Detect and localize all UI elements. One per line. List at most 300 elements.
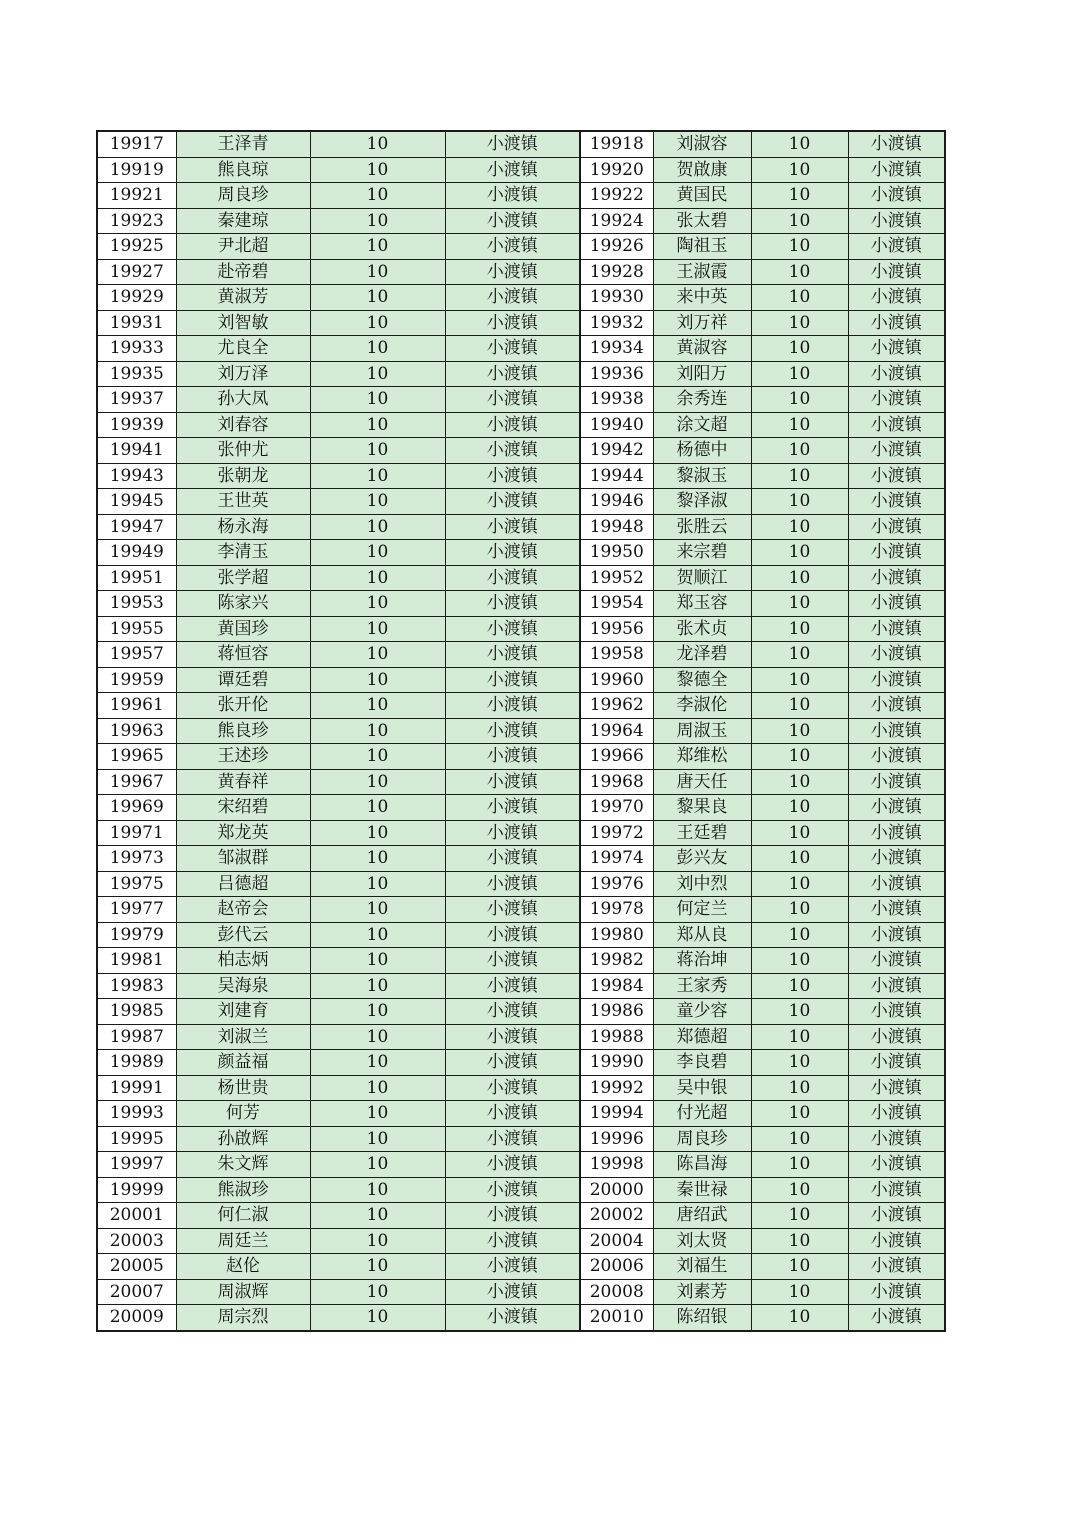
left-value-cell: 10 [310, 438, 445, 464]
right-value-cell: 10 [751, 565, 848, 591]
right-value-cell: 10 [751, 387, 848, 413]
right-town-cell: 小渡镇 [848, 769, 945, 795]
left-id-cell: 19949 [97, 540, 176, 566]
right-id-cell: 19990 [580, 1050, 653, 1076]
left-name-cell: 熊良琼 [176, 157, 310, 183]
left-town-cell: 小渡镇 [445, 259, 580, 285]
right-name-cell: 刘中烈 [653, 871, 751, 897]
table-row [97, 157, 945, 183]
left-town-cell: 小渡镇 [445, 846, 580, 872]
right-value-cell: 10 [751, 208, 848, 234]
left-name-cell: 刘春容 [176, 412, 310, 438]
right-town-cell: 小渡镇 [848, 1203, 945, 1229]
right-town-cell: 小渡镇 [848, 795, 945, 821]
right-id-cell: 19954 [580, 591, 653, 617]
right-town-cell: 小渡镇 [848, 922, 945, 948]
left-town-cell: 小渡镇 [445, 1101, 580, 1127]
right-town-cell: 小渡镇 [848, 361, 945, 387]
left-town-cell: 小渡镇 [445, 1228, 580, 1254]
left-id-cell: 19959 [97, 667, 176, 693]
right-value-cell: 10 [751, 973, 848, 999]
left-value-cell: 10 [310, 131, 445, 157]
right-value-cell: 10 [751, 336, 848, 362]
right-id-cell: 19942 [580, 438, 653, 464]
right-town-cell: 小渡镇 [848, 642, 945, 668]
table-row [97, 310, 945, 336]
right-value-cell: 10 [751, 846, 848, 872]
right-id-cell: 20004 [580, 1228, 653, 1254]
right-name-cell: 黎德全 [653, 667, 751, 693]
left-id-cell: 20005 [97, 1254, 176, 1280]
left-town-cell: 小渡镇 [445, 769, 580, 795]
left-id-cell: 19977 [97, 897, 176, 923]
left-name-cell: 何芳 [176, 1101, 310, 1127]
left-id-cell: 19999 [97, 1177, 176, 1203]
left-id-cell: 19963 [97, 718, 176, 744]
right-value-cell: 10 [751, 769, 848, 795]
right-id-cell: 20010 [580, 1305, 653, 1331]
left-value-cell: 10 [310, 157, 445, 183]
left-name-cell: 宋绍碧 [176, 795, 310, 821]
left-id-cell: 19989 [97, 1050, 176, 1076]
right-town-cell: 小渡镇 [848, 412, 945, 438]
right-name-cell: 贺顺江 [653, 565, 751, 591]
left-town-cell: 小渡镇 [445, 1050, 580, 1076]
left-name-cell: 黄国珍 [176, 616, 310, 642]
right-town-cell: 小渡镇 [848, 1177, 945, 1203]
right-name-cell: 蒋治坤 [653, 948, 751, 974]
right-name-cell: 刘太贤 [653, 1228, 751, 1254]
left-town-cell: 小渡镇 [445, 744, 580, 770]
left-name-cell: 赴帝碧 [176, 259, 310, 285]
table-row [97, 565, 945, 591]
left-name-cell: 刘智敏 [176, 310, 310, 336]
left-id-cell: 19979 [97, 922, 176, 948]
left-id-cell: 19971 [97, 820, 176, 846]
left-id-cell: 19917 [97, 131, 176, 157]
left-name-cell: 刘淑兰 [176, 1024, 310, 1050]
table-row [97, 131, 945, 157]
right-value-cell: 10 [751, 1279, 848, 1305]
right-value-cell: 10 [751, 412, 848, 438]
right-value-cell: 10 [751, 310, 848, 336]
right-town-cell: 小渡镇 [848, 1279, 945, 1305]
right-town-cell: 小渡镇 [848, 1024, 945, 1050]
left-town-cell: 小渡镇 [445, 1075, 580, 1101]
left-value-cell: 10 [310, 642, 445, 668]
right-name-cell: 张太碧 [653, 208, 751, 234]
table-row [97, 1152, 945, 1178]
table-row [97, 973, 945, 999]
right-value-cell: 10 [751, 489, 848, 515]
right-town-cell: 小渡镇 [848, 1126, 945, 1152]
left-town-cell: 小渡镇 [445, 438, 580, 464]
right-id-cell: 19962 [580, 693, 653, 719]
table-row [97, 718, 945, 744]
left-value-cell: 10 [310, 922, 445, 948]
table-row [97, 667, 945, 693]
left-value-cell: 10 [310, 1152, 445, 1178]
left-town-cell: 小渡镇 [445, 922, 580, 948]
left-name-cell: 黄春祥 [176, 769, 310, 795]
left-town-cell: 小渡镇 [445, 693, 580, 719]
right-value-cell: 10 [751, 1126, 848, 1152]
left-value-cell: 10 [310, 234, 445, 260]
left-id-cell: 19995 [97, 1126, 176, 1152]
right-town-cell: 小渡镇 [848, 1050, 945, 1076]
left-value-cell: 10 [310, 1228, 445, 1254]
left-name-cell: 刘万泽 [176, 361, 310, 387]
left-id-cell: 20009 [97, 1305, 176, 1331]
right-value-cell: 10 [751, 820, 848, 846]
right-value-cell: 10 [751, 1075, 848, 1101]
left-town-cell: 小渡镇 [445, 999, 580, 1025]
right-name-cell: 王家秀 [653, 973, 751, 999]
left-name-cell: 秦建琼 [176, 208, 310, 234]
right-value-cell: 10 [751, 438, 848, 464]
left-name-cell: 陈家兴 [176, 591, 310, 617]
left-value-cell: 10 [310, 412, 445, 438]
left-id-cell: 19967 [97, 769, 176, 795]
table-row [97, 1024, 945, 1050]
left-name-cell: 李清玉 [176, 540, 310, 566]
left-id-cell: 19937 [97, 387, 176, 413]
left-value-cell: 10 [310, 336, 445, 362]
left-name-cell: 周廷兰 [176, 1228, 310, 1254]
right-name-cell: 龙泽碧 [653, 642, 751, 668]
left-town-cell: 小渡镇 [445, 948, 580, 974]
left-id-cell: 20003 [97, 1228, 176, 1254]
left-value-cell: 10 [310, 183, 445, 209]
left-town-cell: 小渡镇 [445, 234, 580, 260]
left-town-cell: 小渡镇 [445, 718, 580, 744]
right-name-cell: 来宗碧 [653, 540, 751, 566]
right-name-cell: 余秀连 [653, 387, 751, 413]
left-value-cell: 10 [310, 1279, 445, 1305]
table-row [97, 208, 945, 234]
right-town-cell: 小渡镇 [848, 948, 945, 974]
right-value-cell: 10 [751, 1228, 848, 1254]
right-value-cell: 10 [751, 131, 848, 157]
right-name-cell: 周淑玉 [653, 718, 751, 744]
left-value-cell: 10 [310, 489, 445, 515]
left-name-cell: 赵伦 [176, 1254, 310, 1280]
left-value-cell: 10 [310, 897, 445, 923]
right-town-cell: 小渡镇 [848, 387, 945, 413]
right-id-cell: 20008 [580, 1279, 653, 1305]
left-town-cell: 小渡镇 [445, 183, 580, 209]
left-id-cell: 19987 [97, 1024, 176, 1050]
right-name-cell: 付光超 [653, 1101, 751, 1127]
left-value-cell: 10 [310, 999, 445, 1025]
right-town-cell: 小渡镇 [848, 565, 945, 591]
right-name-cell: 张胜云 [653, 514, 751, 540]
right-name-cell: 来中英 [653, 285, 751, 311]
left-id-cell: 19923 [97, 208, 176, 234]
left-id-cell: 19965 [97, 744, 176, 770]
left-town-cell: 小渡镇 [445, 336, 580, 362]
right-value-cell: 10 [751, 183, 848, 209]
left-town-cell: 小渡镇 [445, 591, 580, 617]
left-value-cell: 10 [310, 387, 445, 413]
right-value-cell: 10 [751, 514, 848, 540]
left-value-cell: 10 [310, 948, 445, 974]
right-id-cell: 20002 [580, 1203, 653, 1229]
table-row [97, 183, 945, 209]
right-value-cell: 10 [751, 1254, 848, 1280]
left-id-cell: 19955 [97, 616, 176, 642]
right-id-cell: 19952 [580, 565, 653, 591]
right-value-cell: 10 [751, 667, 848, 693]
right-town-cell: 小渡镇 [848, 973, 945, 999]
right-name-cell: 王淑霞 [653, 259, 751, 285]
left-name-cell: 熊良珍 [176, 718, 310, 744]
left-id-cell: 19939 [97, 412, 176, 438]
right-id-cell: 19960 [580, 667, 653, 693]
left-value-cell: 10 [310, 208, 445, 234]
left-town-cell: 小渡镇 [445, 157, 580, 183]
right-value-cell: 10 [751, 157, 848, 183]
right-value-cell: 10 [751, 1101, 848, 1127]
left-town-cell: 小渡镇 [445, 310, 580, 336]
right-town-cell: 小渡镇 [848, 616, 945, 642]
right-id-cell: 19970 [580, 795, 653, 821]
right-id-cell: 19994 [580, 1101, 653, 1127]
right-id-cell: 20006 [580, 1254, 653, 1280]
left-name-cell: 张朝龙 [176, 463, 310, 489]
right-value-cell: 10 [751, 1305, 848, 1331]
right-town-cell: 小渡镇 [848, 897, 945, 923]
left-town-cell: 小渡镇 [445, 361, 580, 387]
left-town-cell: 小渡镇 [445, 387, 580, 413]
left-id-cell: 19991 [97, 1075, 176, 1101]
left-town-cell: 小渡镇 [445, 642, 580, 668]
right-id-cell: 19996 [580, 1126, 653, 1152]
right-id-cell: 19932 [580, 310, 653, 336]
left-town-cell: 小渡镇 [445, 1152, 580, 1178]
right-value-cell: 10 [751, 948, 848, 974]
left-name-cell: 赵帝会 [176, 897, 310, 923]
left-id-cell: 19957 [97, 642, 176, 668]
table-row [97, 259, 945, 285]
left-value-cell: 10 [310, 973, 445, 999]
left-value-cell: 10 [310, 1203, 445, 1229]
left-town-cell: 小渡镇 [445, 871, 580, 897]
right-town-cell: 小渡镇 [848, 846, 945, 872]
table-row [97, 412, 945, 438]
left-town-cell: 小渡镇 [445, 667, 580, 693]
right-id-cell: 19926 [580, 234, 653, 260]
right-id-cell: 19974 [580, 846, 653, 872]
left-name-cell: 吴海泉 [176, 973, 310, 999]
left-id-cell: 19927 [97, 259, 176, 285]
right-town-cell: 小渡镇 [848, 1152, 945, 1178]
right-value-cell: 10 [751, 361, 848, 387]
right-value-cell: 10 [751, 795, 848, 821]
right-town-cell: 小渡镇 [848, 999, 945, 1025]
right-town-cell: 小渡镇 [848, 259, 945, 285]
right-value-cell: 10 [751, 463, 848, 489]
left-name-cell: 熊淑珍 [176, 1177, 310, 1203]
left-name-cell: 孙大凤 [176, 387, 310, 413]
right-town-cell: 小渡镇 [848, 183, 945, 209]
table-body [97, 131, 945, 1331]
left-value-cell: 10 [310, 667, 445, 693]
table-row [97, 336, 945, 362]
left-id-cell: 19983 [97, 973, 176, 999]
right-value-cell: 10 [751, 1177, 848, 1203]
right-name-cell: 周良珍 [653, 1126, 751, 1152]
right-name-cell: 李良碧 [653, 1050, 751, 1076]
right-name-cell: 唐绍武 [653, 1203, 751, 1229]
right-value-cell: 10 [751, 897, 848, 923]
table-row [97, 795, 945, 821]
right-id-cell: 19972 [580, 820, 653, 846]
right-name-cell: 黄淑容 [653, 336, 751, 362]
left-name-cell: 孙啟辉 [176, 1126, 310, 1152]
left-name-cell: 颜益福 [176, 1050, 310, 1076]
table-row [97, 361, 945, 387]
right-name-cell: 彭兴友 [653, 846, 751, 872]
left-name-cell: 刘建育 [176, 999, 310, 1025]
right-town-cell: 小渡镇 [848, 718, 945, 744]
left-value-cell: 10 [310, 616, 445, 642]
left-name-cell: 王述珍 [176, 744, 310, 770]
right-value-cell: 10 [751, 1203, 848, 1229]
right-id-cell: 19956 [580, 616, 653, 642]
left-name-cell: 张仲尤 [176, 438, 310, 464]
right-value-cell: 10 [751, 285, 848, 311]
right-town-cell: 小渡镇 [848, 336, 945, 362]
left-id-cell: 19969 [97, 795, 176, 821]
table-row [97, 922, 945, 948]
right-town-cell: 小渡镇 [848, 667, 945, 693]
left-town-cell: 小渡镇 [445, 795, 580, 821]
right-name-cell: 秦世禄 [653, 1177, 751, 1203]
table-row [97, 489, 945, 515]
table-row [97, 693, 945, 719]
table-row [97, 1126, 945, 1152]
right-value-cell: 10 [751, 693, 848, 719]
right-name-cell: 陈昌海 [653, 1152, 751, 1178]
right-name-cell: 郑从良 [653, 922, 751, 948]
table-row [97, 540, 945, 566]
table-row [97, 948, 945, 974]
table-row [97, 769, 945, 795]
left-town-cell: 小渡镇 [445, 1126, 580, 1152]
table-row [97, 744, 945, 770]
right-id-cell: 19948 [580, 514, 653, 540]
right-name-cell: 黎泽淑 [653, 489, 751, 515]
right-value-cell: 10 [751, 922, 848, 948]
right-value-cell: 10 [751, 744, 848, 770]
right-id-cell: 19944 [580, 463, 653, 489]
right-town-cell: 小渡镇 [848, 157, 945, 183]
right-id-cell: 19978 [580, 897, 653, 923]
left-value-cell: 10 [310, 1126, 445, 1152]
right-name-cell: 黎淑玉 [653, 463, 751, 489]
left-id-cell: 19953 [97, 591, 176, 617]
right-name-cell: 黄国民 [653, 183, 751, 209]
left-value-cell: 10 [310, 820, 445, 846]
right-name-cell: 刘素芳 [653, 1279, 751, 1305]
right-id-cell: 19924 [580, 208, 653, 234]
right-value-cell: 10 [751, 540, 848, 566]
table-row [97, 1075, 945, 1101]
left-value-cell: 10 [310, 871, 445, 897]
right-town-cell: 小渡镇 [848, 871, 945, 897]
right-id-cell: 19928 [580, 259, 653, 285]
right-name-cell: 黎果良 [653, 795, 751, 821]
table-row [97, 616, 945, 642]
right-value-cell: 10 [751, 1152, 848, 1178]
right-value-cell: 10 [751, 1050, 848, 1076]
right-name-cell: 郑维松 [653, 744, 751, 770]
right-id-cell: 19922 [580, 183, 653, 209]
right-id-cell: 19918 [580, 131, 653, 157]
right-town-cell: 小渡镇 [848, 310, 945, 336]
left-value-cell: 10 [310, 259, 445, 285]
left-town-cell: 小渡镇 [445, 1254, 580, 1280]
table-row [97, 463, 945, 489]
left-id-cell: 19993 [97, 1101, 176, 1127]
right-name-cell: 李淑伦 [653, 693, 751, 719]
left-name-cell: 黄淑芳 [176, 285, 310, 311]
left-id-cell: 19981 [97, 948, 176, 974]
left-value-cell: 10 [310, 718, 445, 744]
right-id-cell: 19980 [580, 922, 653, 948]
right-id-cell: 19992 [580, 1075, 653, 1101]
table-row [97, 514, 945, 540]
left-id-cell: 19945 [97, 489, 176, 515]
left-id-cell: 19973 [97, 846, 176, 872]
left-name-cell: 邹淑群 [176, 846, 310, 872]
left-name-cell: 周良珍 [176, 183, 310, 209]
left-town-cell: 小渡镇 [445, 463, 580, 489]
left-id-cell: 19943 [97, 463, 176, 489]
right-id-cell: 19940 [580, 412, 653, 438]
right-name-cell: 童少容 [653, 999, 751, 1025]
table-row [97, 871, 945, 897]
left-id-cell: 19951 [97, 565, 176, 591]
table-row [97, 285, 945, 311]
table-row [97, 591, 945, 617]
right-value-cell: 10 [751, 999, 848, 1025]
table-row [97, 642, 945, 668]
right-name-cell: 刘福生 [653, 1254, 751, 1280]
right-id-cell: 19936 [580, 361, 653, 387]
left-value-cell: 10 [310, 1050, 445, 1076]
left-name-cell: 王泽青 [176, 131, 310, 157]
left-town-cell: 小渡镇 [445, 412, 580, 438]
table-row [97, 1279, 945, 1305]
left-town-cell: 小渡镇 [445, 1024, 580, 1050]
left-id-cell: 19985 [97, 999, 176, 1025]
table-row [97, 1050, 945, 1076]
right-town-cell: 小渡镇 [848, 1305, 945, 1331]
left-name-cell: 谭廷碧 [176, 667, 310, 693]
right-id-cell: 19958 [580, 642, 653, 668]
left-id-cell: 19921 [97, 183, 176, 209]
left-name-cell: 尹北超 [176, 234, 310, 260]
left-town-cell: 小渡镇 [445, 1279, 580, 1305]
right-value-cell: 10 [751, 871, 848, 897]
right-town-cell: 小渡镇 [848, 1228, 945, 1254]
right-name-cell: 刘阳万 [653, 361, 751, 387]
left-id-cell: 19935 [97, 361, 176, 387]
left-value-cell: 10 [310, 463, 445, 489]
left-town-cell: 小渡镇 [445, 131, 580, 157]
